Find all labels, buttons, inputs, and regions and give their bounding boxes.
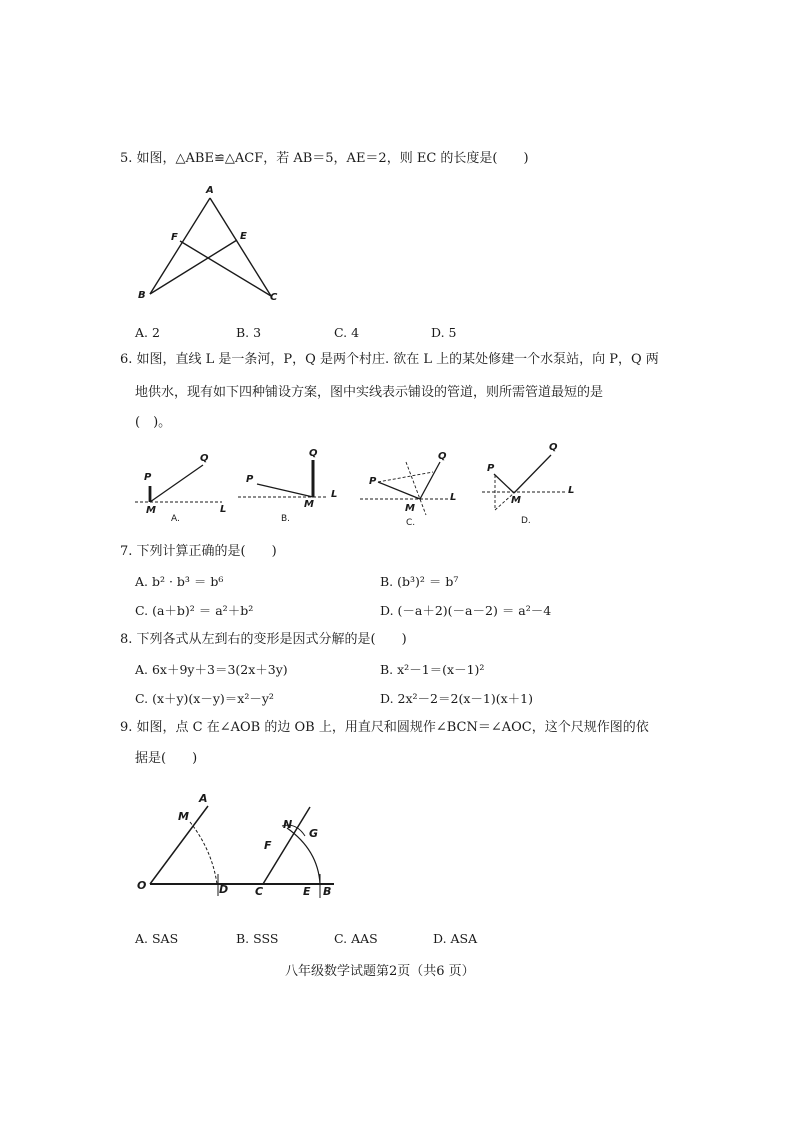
q9-label-c: C [255, 885, 264, 898]
q8-option-a: A. 6x＋9y＋3＝3(2x＋3y) [135, 662, 288, 677]
q5-option-a: A. 2 [135, 325, 160, 340]
q9-label-m: M [178, 810, 189, 823]
q5-stem: 5. 如图，△ABE≌△ACF，若 AB＝5，AE＝2，则 EC 的长度是( ) [120, 151, 529, 166]
q6c-label-p: P [369, 476, 377, 487]
q5-label-c: C [270, 292, 278, 303]
q6a-label-q: Q [200, 453, 209, 464]
q6a-label-p: P [144, 472, 152, 483]
q9-label-f: F [264, 839, 272, 852]
q8-option-b: B. x²－1＝(x－1)² [380, 662, 485, 677]
q9-label-n: N [283, 818, 293, 831]
q9-option-d: D. ASA [433, 931, 478, 946]
q9-label-b: B [323, 885, 332, 898]
q8-stem: 8. 下列各式从左到右的变形是因式分解的是( ) [120, 632, 407, 647]
q7-option-c: C. (a＋b)² ＝ a²＋b² [135, 603, 254, 618]
q9-option-b: B. SSS [236, 931, 279, 946]
q5-option-d: D. 5 [431, 325, 457, 340]
q5-label-a: A [206, 185, 214, 196]
q6c-label-m: M [405, 503, 415, 514]
q6d-label-p: P [487, 463, 495, 474]
q6b-label-q: Q [309, 448, 318, 459]
q5-label-f: F [171, 232, 178, 243]
q7-option-a: A. b² · b³ ＝ b⁶ [135, 574, 224, 589]
q8-option-c: C. (x＋y)(x－y)＝x²－y² [135, 691, 274, 706]
q9-label-o: O [137, 879, 147, 892]
q7-stem: 7. 下列计算正确的是( ) [120, 544, 277, 559]
q9-stem-line2: 据是( ) [135, 751, 198, 766]
q9-option-a: A. SAS [135, 931, 179, 946]
q9-option-c: C. AAS [334, 931, 378, 946]
q9-label-d: D [219, 883, 229, 896]
q9-label-g: G [309, 827, 319, 840]
q6-stem-line1: 6. 如图，直线 L 是一条河，P，Q 是两个村庄. 欲在 L 上的某处修建一个水泵站，向 P，Q 两 [120, 352, 659, 367]
q6d-label-q: Q [549, 442, 558, 453]
q6d-label-l: L [568, 485, 575, 496]
q8-option-d: D. 2x²－2＝2(x－1)(x＋1) [380, 691, 533, 706]
q9-label-e: E [303, 885, 311, 898]
q5-option-c: C. 4 [334, 325, 360, 340]
q7-option-b: B. (b³)² ＝ b⁷ [380, 574, 459, 589]
q6-caption-b: B. [281, 514, 291, 524]
q6b-label-m: M [304, 499, 314, 510]
q5-option-b: B. 3 [236, 325, 262, 340]
q6-caption-c: C. [406, 518, 416, 528]
q6-stem-line2: 地供水，现有如下四种铺设方案，图中实线表示铺设的管道，则所需管道最短的是 [135, 385, 604, 400]
q5-label-e: E [240, 231, 247, 242]
q6a-label-l: L [220, 504, 227, 515]
q5-label-b: B [138, 290, 146, 301]
q6-stem-line3: ( )。 [135, 415, 172, 430]
q6c-label-l: L [450, 492, 457, 503]
q9-stem-line1: 9. 如图，点 C 在∠AOB 的边 OB 上，用直尺和圆规作∠BCN＝∠AOC，这个尺规作图的依 [120, 720, 649, 735]
page-footer: 八年级数学试题第2页（共6 页） [285, 964, 475, 979]
q6b-label-l: L [331, 489, 338, 500]
q6b-label-p: P [246, 474, 254, 485]
q6c-label-q: Q [438, 451, 447, 462]
q6-caption-d: D. [521, 516, 531, 526]
q7-option-d: D. (－a＋2)(－a－2) ＝ a²－4 [380, 603, 552, 618]
q6-caption-a: A. [171, 514, 180, 524]
q9-label-a: A [199, 792, 208, 805]
q6d-label-m: M [511, 495, 521, 506]
q6a-label-m: M [146, 505, 156, 516]
